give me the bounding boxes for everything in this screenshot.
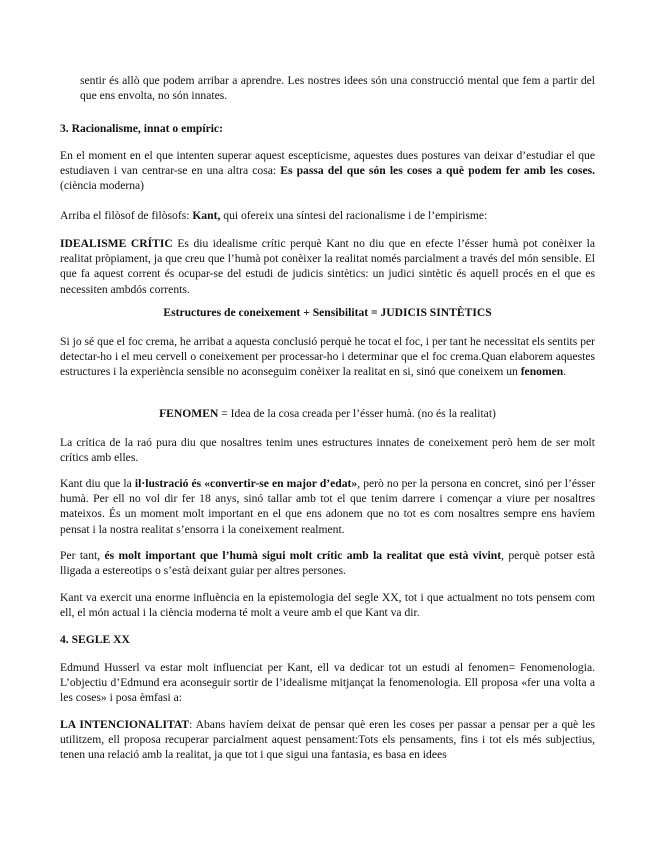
paragraph-influencia-kant: Kant va exercit una enorme influència en la epistemologia del segle XX, tot i que actualment no tots pensem com ell, el món actual i la ciència moderna té molt a veure amb el que Kant va dir. <box>60 591 595 620</box>
paragraph-racionalisme: En el moment en el que intenten superar aquest escepticisme, aquestes dues postures van deixar d’estudiar el que estudiaven i van centrar-se en una altra cosa: Es passa del que són les coses a què podem fer amb les coses. (ciència moderna) <box>60 149 595 193</box>
definition-fenomen: FENOMEN = Idea de la cosa creada per l’ésser humà. (no és la realitat) <box>159 407 496 420</box>
section-heading-3: 3. Racionalisme, innat o empíric: <box>60 122 223 135</box>
paragraph-intencionalitat: LA INTENCIONALITAT: Abans havíem deixat de pensar què eren les coses per passar a pensar per a què les utilitzem, ell proposa recuperar parcialment aquest pensament:Tots els pensaments, fins i tot els més subjectius, tenen una relació amb la realitat, ja que tot i que sigui una fantasia, es basa en idees <box>60 718 595 762</box>
section-heading-4: 4. SEGLE XX <box>60 633 130 646</box>
paragraph-foc-exemple: Si jo sé que el foc crema, he arribat a aquesta conclusió perquè he tocat el foc, i per tant he necessitat els sentits per detectar-ho i el meu cervell o coneixement per processar-ho i determinar que el foc crema.Quan elaborem aquestes estructures i la experiència sensible no aconseguim conèixer la realitat en si, sinó que coneixem un fenomen. <box>60 335 595 379</box>
paragraph-illustracio: Kant diu que la il·lustració és «convertir-se en major d’edat», però no per la persona en concret, sinó per l’ésser humà. Per ell no vol dir fer 18 anys, sinó tallar amb tot el que tenim darrere i començar a viure per nosaltres mateixos. És un moment molt important en el que ens adonem que no tot es com nosaltres sempre ens havíem pensat i la nostra realitat s’ensorra i la coneixement realment. <box>60 477 595 536</box>
paragraph-idealisme-critic: IDEALISME CRÍTIC Es diu idealisme crític perquè Kant no diu que en efecte l’ésser humà pot conèixer la realitat pròpiament, ja que creu que l’humà pot conèixer la realitat només parcialment a través del món sensible. El que fa aquest corrent és ocupar-se del estudi de judicis sintètics: un judici sintètic és aquell procés en el que es necessiten ambdós corrents. <box>60 237 595 296</box>
paragraph-per-tant: Per tant, és molt important que l’humà sigui molt crític amb la realitat que està vivint, perquè potser està lligada a estereotips o s’està deixant guiar per altres persones. <box>60 549 595 578</box>
paragraph-husserl: Edmund Husserl va estar molt influenciat per Kant, ell va dedicar tot un estudi al fenomen= Fenomenologia. L’objectiu d’Edmund era aconseguir sortir de l’idealisme mitjançat la fenomenologia. Ell proposa «fer una volta a les coses» i posa èmfasi a: <box>60 661 595 705</box>
paragraph-intro-continuation: sentir és allò que podem arribar a aprendre. Les nostres idees són una construcció mental que fem a partir del que ens envolta, no són innates. <box>80 74 595 103</box>
paragraph-critica-rao-pura: La crítica de la raó pura diu que nosaltres tenim unes estructures innates de coneixement però hem de ser molt crítics amb elles. <box>60 436 595 465</box>
paragraph-kant-intro: Arriba el filòsof de filòsofs: Kant, qui ofereix una síntesi del racionalisme i de l’empirisme: <box>60 209 488 222</box>
formula-judicis-sintetics: Estructures de coneixement + Sensibilitat = JUDICIS SINTÈTICS <box>163 306 492 319</box>
